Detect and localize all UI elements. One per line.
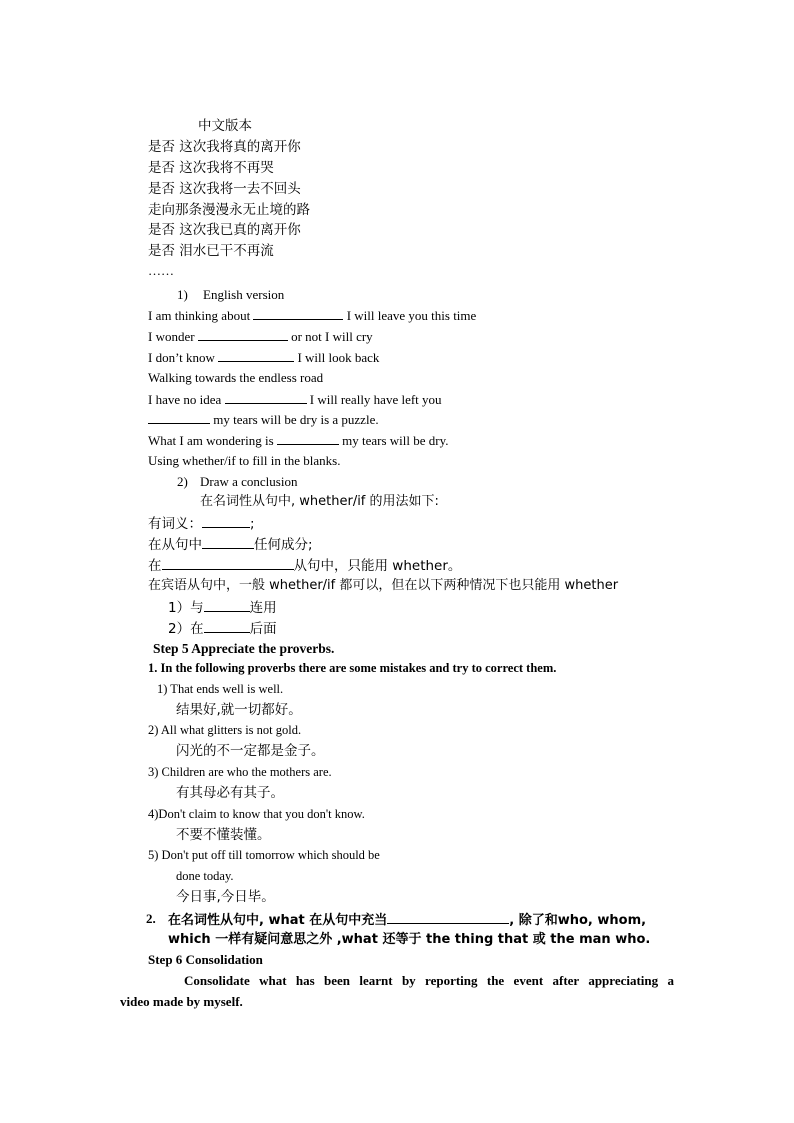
conclusion-heading: Draw a conclusion [200, 474, 298, 489]
fill-blank[interactable] [162, 558, 294, 570]
exercise-text: I will look back [297, 350, 380, 365]
step6-paragraph-line-1 [184, 974, 674, 987]
exercise-line-1 [148, 308, 476, 322]
fill-blank[interactable] [225, 392, 307, 404]
conclusion-text: 在从句中 [148, 537, 202, 553]
conclusion-text: 1）与 [168, 600, 204, 616]
fill-blank[interactable] [218, 350, 294, 362]
conclusion-intro: 在名词性从句中, whether/if 的用法如下: [200, 494, 439, 509]
fill-blank[interactable] [202, 537, 254, 549]
section-number: 2) [177, 474, 188, 489]
lyric-line: 是否 这次我将真的离开你 [148, 139, 301, 155]
exercise-line-7 [148, 433, 449, 447]
exercise-text: What I am wondering is [148, 433, 274, 448]
proverb-translation: 不要不懂装懂。 [176, 827, 271, 843]
english-version-heading: English version [203, 287, 285, 302]
conclusion-line-4: 在宾语从句中，一般 whether/if 都可以，但在以下两种情况下也只能用 whether [148, 578, 619, 593]
lyric-line: 是否 泪水已干不再流 [148, 243, 274, 259]
fill-blank[interactable] [202, 516, 250, 528]
conclusion-text: 任何成分; [254, 537, 313, 553]
proverb-translation: 有其母必有其子。 [176, 785, 284, 801]
lyric-line: 是否 这次我将不再哭 [148, 160, 274, 176]
fill-blank[interactable] [204, 600, 250, 612]
fill-blank[interactable] [387, 912, 509, 924]
chinese-version-title: 中文版本 [198, 118, 252, 134]
exercise-text: my tears will be dry is a puzzle. [213, 412, 379, 427]
proverb: 4)Don't claim to know that you don't know. [148, 807, 365, 821]
step6-text: Consolidate what has been learnt by reporting the event after appreciating a [184, 973, 674, 988]
exercise-line-3 [148, 350, 379, 364]
conclusion-text: 在 [148, 558, 162, 574]
proverb: 5) Don't put off till tomorrow which should be [148, 848, 380, 862]
question-number: 2. [146, 911, 156, 926]
conclusion-text: ; [250, 516, 255, 532]
proverb: 1) That ends well is well. [157, 682, 284, 696]
conclusion-text: 后面 [249, 621, 277, 637]
step5-task: 1. In the following proverbs there are some mistakes and try to correct them. [148, 661, 557, 675]
lyric-line: 走向那条漫漫永无止境的路 [148, 202, 310, 218]
exercise-text: I don’t know [148, 350, 215, 365]
conclusion-line-6 [168, 621, 277, 637]
fill-blank[interactable] [198, 329, 288, 341]
step6-paragraph-line-2: video made by myself. [120, 994, 243, 1009]
question-text: , 除了和who, whom, [509, 913, 647, 928]
question-text: 在名词性从句中, what 在从句中充当 [168, 913, 388, 928]
fill-blank[interactable] [148, 412, 210, 424]
exercise-text: I wonder [148, 329, 195, 344]
conclusion-text: 从句中，只能用 whether。 [293, 558, 462, 574]
proverb: done today. [176, 869, 234, 883]
proverb: 2) All what glitters is not gold. [148, 723, 302, 737]
exercise-text: I have no idea [148, 392, 222, 407]
proverb: 3) Children are who the mothers are. [148, 765, 332, 779]
conclusion-text: 有词义： [148, 516, 202, 532]
question-2-line-1 [168, 912, 646, 927]
exercise-line-6 [148, 412, 379, 426]
proverb-translation: 今日事,今日毕。 [176, 889, 275, 905]
conclusion-line-3 [148, 558, 461, 574]
exercise-line-4: Walking towards the endless road [148, 370, 324, 385]
conclusion-line-1 [148, 516, 255, 532]
conclusion-line-2 [148, 537, 313, 553]
ellipsis: …… [148, 263, 174, 278]
lyric-line: 是否 这次我将一去不回头 [148, 181, 301, 197]
fill-blank[interactable] [253, 308, 343, 320]
exercise-text: my tears will be dry. [342, 433, 449, 448]
conclusion-text: 连用 [249, 600, 277, 616]
step5-title: Step 5 Appreciate the proverbs. [153, 641, 335, 656]
conclusion-text: 2）在 [168, 621, 204, 637]
exercise-text: I will really have left you [309, 392, 442, 407]
proverb-translation: 结果好,就一切都好。 [176, 702, 302, 718]
question-2-line-2: which 一样有疑问意思之外 ,what 还等于 the thing that 或 the man who. [168, 932, 651, 947]
step6-title: Step 6 Consolidation [148, 952, 263, 967]
section-number: 1) [177, 287, 188, 302]
exercise-line-5 [148, 392, 442, 406]
fill-blank[interactable] [277, 433, 339, 445]
exercise-text: or not I will cry [291, 329, 373, 344]
lyric-line: 是否 这次我已真的离开你 [148, 222, 301, 238]
fill-blank[interactable] [204, 621, 250, 633]
proverb-translation: 闪光的不一定都是金子。 [176, 743, 325, 759]
conclusion-line-5 [168, 600, 277, 616]
exercise-text: I am thinking about [148, 308, 251, 323]
instruction-line: Using whether/if to fill in the blanks. [148, 453, 341, 468]
exercise-line-2 [148, 329, 373, 343]
exercise-text: I will leave you this time [346, 308, 477, 323]
